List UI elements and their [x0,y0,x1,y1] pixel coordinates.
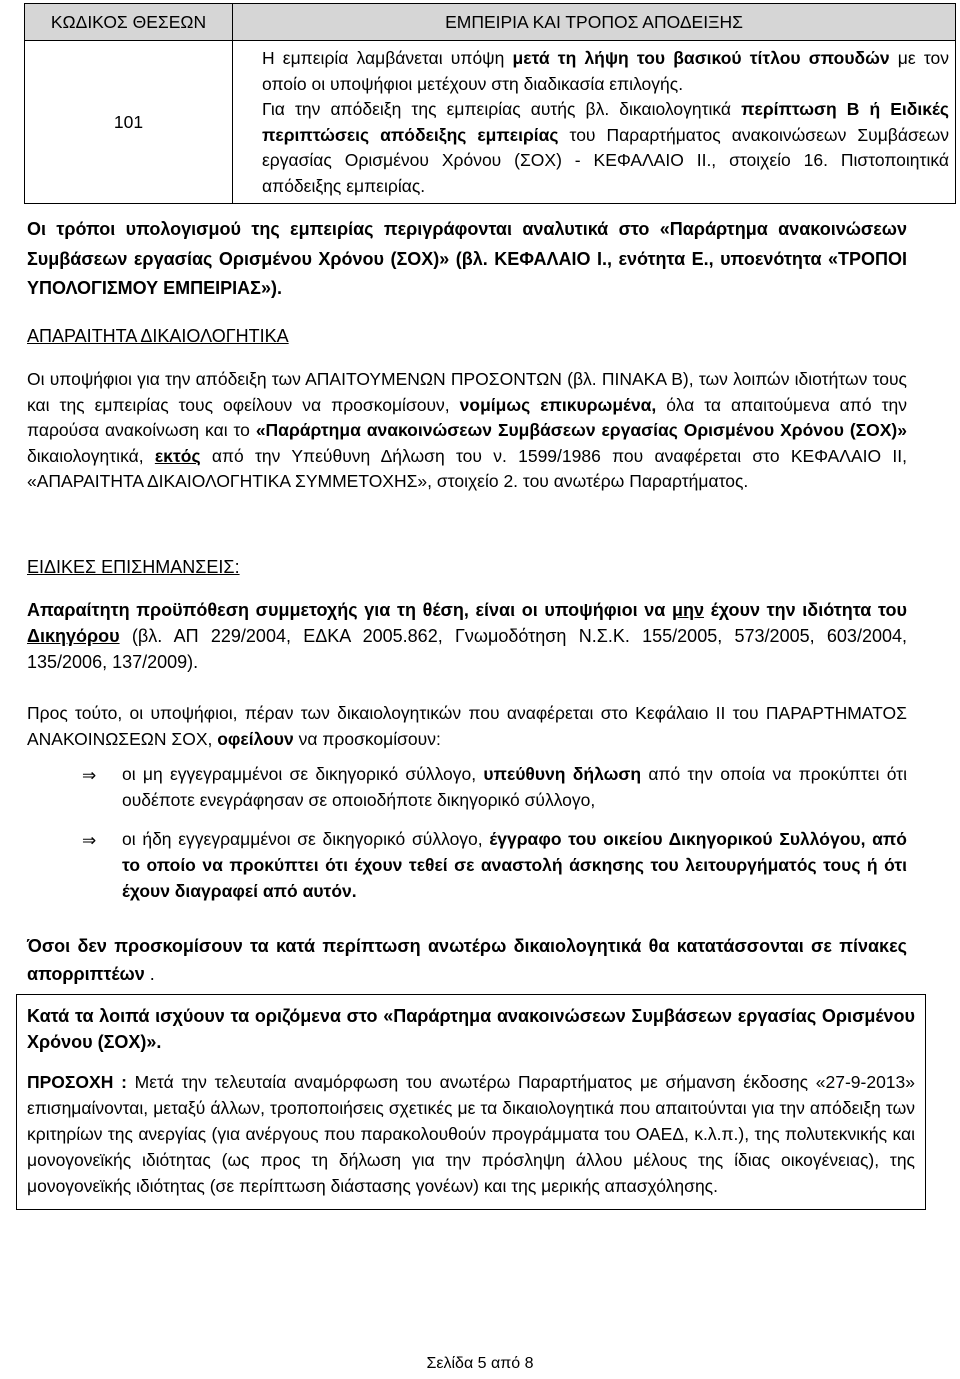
experience-calculation-paragraph: Οι τρόποι υπολογισμού της εμπειρίας περιγράφονται αναλυτικά στο «Παράρτημα ανακοινώσεων Συμβάσεων εργασίας Ορισμένου Χρόνου (ΣΟΧ)» (βλ. ΚΕΦΑΛΑΙΟ Ι., ενότητα Ε., υποενότητα «ΤΡΟΠΟΙ ΥΠΟΛΟΓΙΣΜΟΥ ΕΜΠΕΙΡΙΑΣ»). [27,219,907,298]
required-documents-paragraph: Οι υποψήφιοι για την απόδειξη των ΑΠΑΙΤΟΥΜΕΝΩΝ ΠΡΟΣΟΝΤΩΝ (βλ. ΠΙΝΑΚΑ Β), των λοιπών ιδιοτήτων τους και της εμπειρίας τους οφείλουν να προσκομίσουν, νομίμως επικυρωμένα, όλα τα απαιτούμενα από την παρούσα ανακοίνωση και το «Παράρτημα ανακοινώσεων Συμβάσεων εργασίας Ορισμένου Χρόνου (ΣΟΧ)» δικαιολογητικά, εκτός από την Υπεύθυνη Δήλωση του ν. 1599/1986 που αναφέρεται στο ΚΕΦΑΛΑΙΟ ΙΙ, «ΑΠΑΡΑΙΤΗΤΑ ΔΙΚΑΙΟΛΟΓΗΤΙΚΑ ΣΥΜΜΕΤΟΧΗΣ», στοιχείο 2. του ανωτέρω Παραρτήματος. [27,369,908,492]
table-row [25,41,956,204]
positions-table [24,3,956,204]
table-header-row [25,4,956,41]
notice-box [16,994,926,1210]
arrow-right-icon: ⇒ [82,766,97,785]
additional-documents-paragraph: Προς τούτο, οι υποψήφιοι, πέραν των δικαιολογητικών που αναφέρεται στο Κεφάλαιο ΙΙ του ΠΑΡΑΡΤΗΜΑΤΟΣ ΑΝΑΚΟΙΝΩΣΕΩΝ ΣΟΧ, οφείλουν να προσκομίσουν: [27,703,907,749]
arrow-right-icon: ⇒ [82,831,97,851]
documents-list [27,762,907,905]
experience-description: Η εμπειρία λαμβάνεται υπόψη μετά τη λήψη του βασικού τίτλου σπουδών με τον οποίο οι υποψήφιοι μετέχουν στη διαδικασία επιλογής. Για την απόδειξη της εμπειρίας αυτής βλ. δικαιολογητικά περίπτωση Β ή Ειδικές περιπτώσεις απόδειξης εμπειρίας του Παραρτήματος ανακοινώσεων Συμβάσεων εργασίας Ορισμένου Χρόνου (ΣΟΧ) - ΚΕΦΑΛΑΙΟ ΙΙ., στοιχείο 16. Πιστοποιητικά απόδειξης εμπειρίας. [233,41,956,204]
notice-general: Κατά τα λοιπά ισχύουν τα οριζόμενα στο «Παράρτημα ανακοινώσεων Συμβάσεων εργασίας Ορισμένου Χρόνου (ΣΟΧ)». [27,1006,915,1052]
position-code: 101 [25,41,233,204]
special-notes-heading: ΕΙΔΙΚΕΣ ΕΠΙΣΗΜΑΝΣΕΙΣ: [27,557,240,577]
page-number: Σελίδα 5 από 8 [426,1355,534,1372]
rejection-paragraph: Όσοι δεν προσκομίσουν τα κατά περίπτωση ανωτέρω δικαιολογητικά θα κατατάσσονται σε πίνακες απορριπτέων . [27,936,907,984]
list-item: ⇒ οι ήδη εγγεγραμμένοι σε δικηγορικό σύλλογο, έγγραφο του οικείου Δικηγορικού Συλλόγου, από το οποίο να προκύπτει ότι έχουν τεθεί σε αναστολή άσκησης του λειτουργήματός τους ή ότι έχουν διαγραφεί από αυτόν. [82,829,907,901]
header-code: ΚΩΔΙΚΟΣ ΘΕΣΕΩΝ [25,4,233,41]
required-documents-heading: ΑΠΑΡΑΙΤΗΤΑ ΔΙΚΑΙΟΛΟΓΗΤΙΚΑ [27,326,289,346]
list-item: ⇒ οι μη εγγεγραμμένοι σε δικηγορικό σύλλογο, υπεύθυνη δήλωση από την οποία να προκύπτει ότι ουδέποτε ενεγράφησαν σε οποιοδήποτε δικηγορικό σύλλογο, [82,764,907,810]
header-experience: ΕΜΠΕΙΡΙΑ ΚΑΙ ΤΡΟΠΟΣ ΑΠΟΔΕΙΞΗΣ [233,4,956,41]
prerequisite-paragraph: Απαραίτητη προϋπόθεση συμμετοχής για τη θέση, είναι οι υποψήφιοι να μην έχουν την ιδιότητα του Δικηγόρου (βλ. ΑΠ 229/2004, ΕΔΚΑ 2005.862, Γνωμοδότηση Ν.Σ.Κ. 155/2005, 573/2005, 603/2004, 135/2006, 137/2009). [27,600,908,672]
notice-attention: ΠΡΟΣΟΧΗ : Μετά την τελευταία αναμόρφωση του ανωτέρω Παραρτήματος με σήμανση έκδοσης «27-9-2013» επισημαίνονται, μεταξύ άλλων, τροποποιήσεις σχετικές με τα δικαιολογητικά που απαιτούνται για την απόδειξη των κριτηρίων της ανεργίας (για ανέργους που παρακολουθούν προγράμματα του ΟΑΕΔ, κ.λ.π.), της πολυτεκνικής και μονογονεϊκής ιδιότητας (ως προς τη δήλωση για την πρόσληψη άλλου μέλους της ίδιας οικογένειας), της μονογονεϊκής ιδιότητας (σε περίπτωση διάστασης γονέων) και της μερικής απασχόλησης. [27,1072,916,1196]
